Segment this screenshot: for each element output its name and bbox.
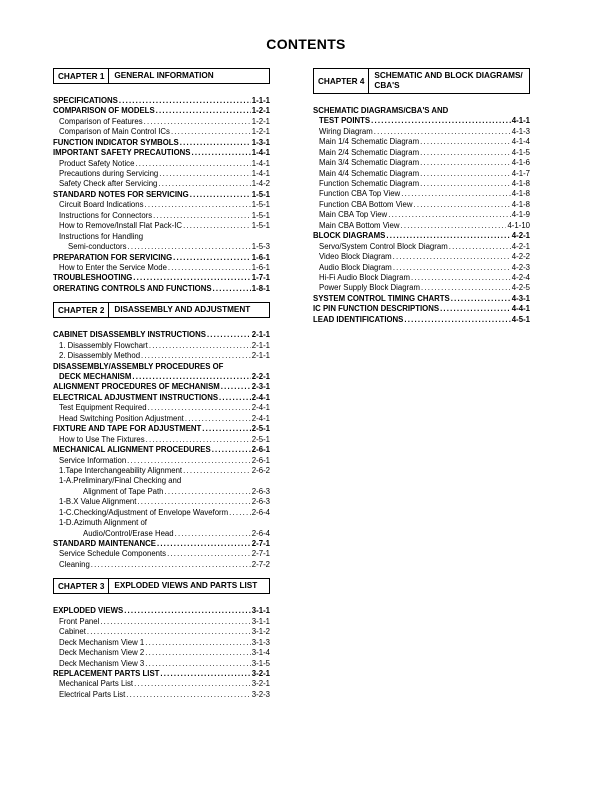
chapter-heading: GENERAL INFORMATION [114, 71, 214, 80]
dot-leader [173, 253, 251, 263]
toc-entry-label: Test Equipment Required [59, 403, 147, 413]
toc-entry-label: SYSTEM CONTROL TIMING CHARTS [313, 293, 450, 303]
dot-leader [100, 617, 250, 627]
dot-leader [175, 529, 251, 539]
toc-entry-label: Front Panel [59, 616, 100, 626]
toc-entry-label: REPLACEMENT PARTS LIST [53, 669, 160, 678]
dot-leader [191, 148, 250, 158]
toc-entry[interactable] [313, 190, 530, 200]
toc-entry-label: FUNCTION INDICATOR SYMBOLS [53, 137, 179, 147]
toc-entry[interactable] [53, 330, 270, 340]
toc-page-number: 2-1-1 [251, 340, 270, 350]
dot-leader [400, 221, 506, 231]
dot-leader [219, 393, 251, 403]
toc-entry[interactable] [53, 456, 270, 466]
toc-entry[interactable] [53, 690, 270, 700]
toc-entry[interactable] [53, 221, 270, 231]
toc-entry-label: DECK MECHANISM [59, 372, 132, 382]
toc-page-number: 1-5-1 [251, 189, 270, 199]
toc-entry-label: Service Schedule Components [59, 549, 167, 559]
toc-page-number: 4-2-1 [511, 241, 530, 251]
dot-leader [229, 508, 251, 518]
toc-page-number: 4-1-8 [511, 179, 530, 189]
toc-page-number: 2-2-1 [251, 372, 270, 382]
toc-entry-label: Audio/Control/Erase Head [83, 528, 174, 538]
toc-entry[interactable] [53, 180, 270, 190]
toc-page-number: 3-1-5 [251, 658, 270, 668]
toc-entry-label: Servo/System Control Block Diagram [319, 241, 448, 251]
toc-entry[interactable] [53, 138, 270, 148]
toc-page-number: 4-2-2 [511, 252, 530, 262]
toc-entry[interactable] [53, 550, 270, 560]
contents-right-column [313, 68, 530, 325]
toc-entry-label: LEAD IDENTIFICATIONS [313, 314, 404, 324]
dot-leader [185, 414, 251, 424]
dot-leader [386, 231, 510, 241]
toc-entry-label: Comparison of Main Control ICs [59, 127, 170, 137]
chapter-header-box [53, 68, 270, 84]
toc-entry[interactable] [53, 476, 270, 486]
toc-page-number: 3-2-1 [251, 679, 270, 689]
toc-entry[interactable] [53, 648, 270, 658]
toc-page-number: 4-1-1 [511, 116, 530, 126]
dot-leader [213, 284, 251, 294]
toc-entry[interactable] [53, 518, 270, 528]
dot-leader [183, 221, 251, 231]
toc-entry-label: COMPARISON OF MODELS [53, 106, 155, 116]
toc-page-number: 1-4-1 [251, 158, 270, 168]
dot-leader [183, 466, 251, 476]
toc-entry[interactable] [313, 179, 530, 189]
toc-entry[interactable] [53, 435, 270, 445]
dot-leader [160, 669, 250, 679]
toc-entry[interactable] [313, 210, 530, 220]
toc-entry-label: Mechanical Parts List [59, 679, 134, 689]
toc-entry[interactable] [53, 560, 270, 570]
toc-entry-label: How to Remove/Install Flat Pack-IC [59, 221, 183, 231]
toc-entry[interactable] [313, 283, 530, 293]
toc-entry[interactable] [313, 116, 530, 126]
toc-entry[interactable] [313, 252, 530, 262]
toc-entry[interactable] [313, 200, 530, 210]
dot-leader [420, 158, 511, 168]
toc-entry-label: BLOCK DIAGRAMS [313, 231, 386, 241]
toc-page-number: 2-6-3 [251, 486, 270, 496]
toc-page-number: 4-5-1 [511, 314, 530, 324]
chapter-header-box [53, 302, 270, 318]
toc-entry[interactable] [313, 158, 530, 168]
dot-leader [132, 372, 250, 382]
toc-entry[interactable] [313, 263, 530, 273]
toc-page-number: 4-1-8 [511, 189, 530, 199]
dot-leader [145, 200, 251, 210]
dot-leader [413, 200, 510, 210]
toc-page-number: 3-2-3 [251, 689, 270, 699]
toc-entry[interactable] [53, 529, 270, 539]
toc-page-number: 1-5-3 [251, 242, 270, 252]
toc-entry[interactable] [53, 669, 270, 679]
dot-leader [144, 117, 251, 127]
dot-leader [202, 424, 251, 434]
toc-entry-label: CABINET DISASSEMBLY INSTRUCTIONS [53, 330, 206, 340]
dot-leader [157, 539, 251, 549]
toc-page-number: 4-2-3 [511, 262, 530, 272]
toc-page-number: 2-6-1 [251, 455, 270, 465]
toc-page-number: 1-6-1 [251, 252, 270, 262]
dot-leader [159, 169, 251, 179]
toc-page-number: 1-4-1 [251, 169, 270, 179]
toc-entry-label: Semi-conductors [68, 242, 127, 252]
toc-entry[interactable] [53, 679, 270, 689]
dot-leader [141, 351, 251, 361]
toc-entry[interactable] [53, 383, 270, 393]
toc-page-number: 2-6-4 [251, 528, 270, 538]
dot-leader [180, 138, 251, 148]
toc-entry[interactable] [53, 351, 270, 361]
toc-entry[interactable] [313, 242, 530, 252]
dot-leader [371, 116, 511, 126]
toc-entry-label: 1-B.X Value Alignment [59, 497, 137, 507]
dot-leader [135, 159, 250, 169]
toc-page-number: 2-7-2 [251, 559, 270, 569]
toc-entry-label: 1-A.Preliminary/Final Checking and [59, 476, 182, 486]
dot-leader [168, 263, 251, 273]
toc-entry-label: Alignment of Tape Path [83, 486, 164, 496]
toc-page-number: 1-1-1 [251, 96, 270, 105]
chapter-header-box [313, 68, 530, 94]
toc-entry-label: Cabinet [59, 627, 86, 637]
toc-page-number: 2-6-4 [251, 507, 270, 517]
chapter-section [53, 68, 270, 294]
toc-entry-label: IMPORTANT SAFETY PRECAUTIONS [53, 148, 191, 158]
toc-entry-label: MECHANICAL ALIGNMENT PROCEDURES [53, 445, 211, 455]
toc-page-number: 4-1-7 [511, 168, 530, 178]
toc-entry[interactable] [53, 341, 270, 351]
toc-entry[interactable] [53, 393, 270, 403]
toc-entry-label: How to Enter the Service Mode [59, 263, 167, 272]
toc-page-number: 3-1-3 [251, 637, 270, 647]
toc-entry-label: Main 1/4 Schematic Diagram [319, 137, 420, 147]
chapter-number: CHAPTER 4 [314, 69, 369, 93]
toc-page-number: 3-1-4 [251, 648, 270, 658]
toc-entry[interactable] [313, 127, 530, 137]
chapter-number: CHAPTER 2 [54, 303, 109, 317]
toc-page-number: 2-7-1 [251, 549, 270, 559]
dot-leader [420, 148, 511, 158]
chapter-number: CHAPTER 3 [54, 579, 109, 593]
dot-leader [401, 190, 511, 200]
dot-leader [404, 315, 510, 325]
dot-leader [119, 96, 251, 106]
toc-page-number: 2-3-1 [251, 382, 270, 392]
toc-entry-label: TROUBLESHOOTING [53, 273, 133, 283]
toc-page-number: 1-2-1 [251, 127, 270, 137]
toc-entry[interactable] [53, 253, 270, 263]
toc-entry[interactable] [53, 211, 270, 221]
toc-entry-label: Service Information [59, 455, 127, 465]
chapter-section [53, 302, 270, 570]
dot-leader [145, 648, 251, 658]
toc-entry-label: SPECIFICATIONS [53, 96, 118, 105]
toc-entry-label: Precautions during Servicing [59, 169, 159, 179]
toc-entry[interactable] [313, 221, 530, 231]
toc-entry[interactable] [53, 117, 270, 127]
dot-leader [124, 606, 251, 616]
dot-leader [393, 263, 511, 273]
toc-entry-label: 1. Disassembly Flowchart [59, 340, 148, 350]
toc-entry[interactable] [53, 284, 270, 294]
toc-entry[interactable] [53, 106, 270, 116]
dot-leader [127, 456, 251, 466]
toc-page-number: 2-6-3 [251, 497, 270, 507]
toc-entry[interactable] [53, 487, 270, 497]
toc-entry[interactable] [53, 466, 270, 476]
toc-page-number: 1-3-1 [251, 137, 270, 147]
toc-entry-label: How to Use The Fixtures [59, 434, 145, 444]
dot-leader [190, 190, 251, 200]
toc-entry[interactable] [313, 294, 530, 304]
toc-page-number: 4-2-1 [511, 231, 530, 241]
toc-entry-label: Main 3/4 Schematic Diagram [319, 158, 420, 168]
toc-entry[interactable] [53, 403, 270, 413]
page-title: CONTENTS [266, 36, 346, 52]
toc-entry-label: Head Switching Position Adjustment [59, 413, 184, 423]
dot-leader [164, 487, 250, 497]
toc-entry-label: 1-C.Checking/Adjustment of Envelope Waveform [59, 507, 229, 517]
dot-leader [449, 242, 511, 252]
toc-entry-label: Function CBA Top View [319, 189, 401, 199]
toc-entry-label: 2. Disassembly Method [59, 351, 141, 361]
toc-entry-label: Wiring Diagram [319, 126, 373, 136]
toc-entry-label: Deck Mechanism View 3 [59, 658, 145, 668]
toc-page-number: 2-4-1 [251, 413, 270, 423]
toc-page-number: 4-1-3 [511, 126, 530, 136]
dot-leader [420, 169, 511, 179]
dot-leader [126, 690, 251, 700]
toc-entry-label: EXPLODED VIEWS [53, 606, 124, 616]
toc-page-number: 3-2-1 [251, 669, 270, 678]
toc-entry-label: Product Safety Notice [59, 158, 135, 168]
dot-leader [393, 252, 511, 262]
toc-page-number: 4-1-5 [511, 147, 530, 157]
toc-page-number: 4-1-6 [511, 158, 530, 168]
toc-page-number: 2-4-1 [251, 403, 270, 413]
dot-leader [221, 383, 251, 393]
dot-leader [212, 445, 251, 455]
toc-entry[interactable] [53, 127, 270, 137]
toc-entry-label: Electrical Parts List [59, 689, 126, 699]
toc-entry-label: PREPARATION FOR SERVICING [53, 252, 173, 262]
dot-leader [388, 210, 511, 220]
toc-entry[interactable] [53, 497, 270, 507]
toc-entry[interactable] [53, 445, 270, 455]
toc-page-number: 4-1-10 [507, 220, 530, 230]
toc-page-number: 1-2-1 [251, 116, 270, 126]
toc-entry[interactable] [53, 424, 270, 434]
dot-leader [134, 679, 251, 689]
toc-entry[interactable] [53, 362, 270, 372]
toc-entry[interactable] [53, 638, 270, 648]
toc-entry-label: DISASSEMBLY/ASSEMBLY PROCEDURES OF [53, 361, 224, 371]
toc-entry-label: Comparison of Features [59, 116, 143, 126]
toc-entry[interactable] [53, 159, 270, 169]
toc-entry[interactable] [53, 617, 270, 627]
dot-leader [451, 294, 511, 304]
dot-leader [207, 330, 251, 340]
toc-page-number: 1-5-1 [251, 210, 270, 220]
toc-entry-label: Function CBA Bottom View [319, 199, 413, 209]
toc-entry-label: 1-D.Azimuth Alignment of [59, 518, 147, 528]
toc-entry[interactable] [313, 106, 530, 116]
toc-entry-label: ALIGNMENT PROCEDURES OF MECHANISM [53, 382, 220, 392]
toc-page-number: 2-7-1 [251, 539, 270, 549]
toc-page-number: 3-1-2 [251, 627, 270, 637]
toc-entry[interactable] [313, 148, 530, 158]
chapter-section [53, 578, 270, 700]
toc-entry-label: Instructions for Connectors [59, 210, 153, 220]
dot-leader [149, 341, 251, 351]
dot-leader [146, 435, 251, 445]
toc-page-number: 2-5-1 [251, 424, 270, 434]
toc-page-number: 2-1-1 [251, 330, 270, 340]
toc-page-number: 1-7-1 [251, 273, 270, 283]
toc-entry-label: Cleaning [59, 559, 90, 569]
toc-page-number: 1-4-1 [251, 148, 270, 158]
dot-leader [158, 180, 250, 190]
toc-page-number: 2-6-2 [251, 466, 270, 475]
toc-entry[interactable] [313, 304, 530, 314]
toc-page-number: 4-2-4 [511, 273, 530, 282]
toc-entry-label: Audio Block Diagram [319, 262, 392, 272]
toc-entry-label: 1.Tape Interchangeability Alignment [59, 466, 183, 475]
toc-page-number: 1-2-1 [251, 106, 270, 116]
dot-leader [171, 127, 251, 137]
toc-entry[interactable] [53, 263, 270, 273]
toc-entry-label: STANDARD MAINTENANCE [53, 539, 156, 549]
toc-entry-label: Main 2/4 Schematic Diagram [319, 147, 420, 157]
toc-entry-label: ELECTRICAL ADJUSTMENT INSTRUCTIONS [53, 392, 219, 402]
toc-entry[interactable] [53, 232, 270, 242]
dot-leader [156, 106, 251, 116]
dot-leader [133, 273, 251, 283]
chapter-heading: EXPLODED VIEWS AND PARTS LIST [114, 581, 258, 591]
toc-entry-label: Safety Check after Servicing [59, 179, 158, 189]
toc-entry-label: FIXTURE AND TAPE FOR ADJUSTMENT [53, 424, 202, 434]
chapter-header-box [53, 578, 270, 594]
dot-leader [420, 137, 511, 147]
toc-entry[interactable] [53, 414, 270, 424]
toc-entry-label: SCHEMATIC DIAGRAMS/CBA'S AND [313, 106, 449, 115]
toc-entry[interactable] [313, 315, 530, 325]
toc-entry[interactable] [313, 231, 530, 241]
chapter-heading: SCHEMATIC AND BLOCK DIAGRAMS/ CBA'S [374, 71, 523, 90]
toc-page-number: 4-4-1 [511, 304, 530, 314]
toc-entry-label: TEST POINTS [319, 116, 371, 126]
toc-entry-label: Instructions for Handling [59, 231, 144, 241]
toc-entry[interactable] [53, 148, 270, 158]
toc-page-number: 1-5-1 [251, 200, 270, 210]
dot-leader [137, 497, 250, 507]
toc-entry-label: Circuit Board Indications [59, 200, 144, 210]
toc-entry-label: Main CBA Top View [319, 210, 388, 220]
toc-entry-label: Main 4/4 Schematic Diagram [319, 168, 420, 178]
toc-page-number: 4-3-1 [511, 293, 530, 303]
toc-entry[interactable] [53, 273, 270, 283]
toc-entry[interactable] [53, 606, 270, 616]
toc-entry-label: ORERATING CONTROLS AND FUNCTIONS [53, 283, 212, 293]
toc-entry-label: Hi-Fi Audio Block Diagram [319, 273, 410, 282]
toc-entry-label: Power Supply Block Diagram [319, 283, 420, 293]
toc-page-number: 2-4-1 [251, 392, 270, 402]
toc-entry-label: Deck Mechanism View 1 [59, 637, 145, 647]
toc-entry-label: Function Schematic Diagram [319, 179, 420, 189]
chapter-number: CHAPTER 1 [54, 69, 109, 83]
toc-page-number: 4-1-4 [511, 137, 530, 147]
toc-page-number: 1-6-1 [251, 263, 270, 272]
dot-leader [153, 211, 251, 221]
toc-page-number: 3-1-1 [251, 606, 270, 616]
toc-entry[interactable] [53, 627, 270, 637]
toc-page-number: 4-1-9 [511, 210, 530, 220]
toc-entry-label: STANDARD NOTES FOR SERVICING [53, 189, 189, 199]
chapter-section [313, 68, 530, 325]
dot-leader [148, 403, 251, 413]
dot-leader [420, 179, 511, 189]
toc-entry[interactable] [53, 96, 270, 106]
toc-page-number: 4-1-8 [511, 199, 530, 209]
toc-entry[interactable] [53, 200, 270, 210]
toc-entry-label: Video Block Diagram [319, 252, 392, 262]
toc-entry[interactable] [53, 539, 270, 549]
dot-leader [421, 283, 511, 293]
toc-page-number: 1-8-1 [251, 283, 270, 293]
dot-leader [91, 560, 251, 570]
toc-entry[interactable] [313, 169, 530, 179]
dot-leader [167, 550, 251, 560]
toc-entry[interactable] [53, 372, 270, 382]
toc-page-number: 1-4-2 [251, 179, 270, 189]
toc-entry[interactable] [313, 273, 530, 283]
contents-left-column [53, 68, 270, 700]
toc-entry-label: Deck Mechanism View 2 [59, 648, 145, 658]
dot-leader [145, 659, 251, 669]
toc-page-number: 3-1-1 [251, 616, 270, 626]
dot-leader [411, 273, 511, 283]
toc-page-number: 4-2-5 [511, 283, 530, 293]
dot-leader [145, 638, 251, 648]
toc-entry[interactable] [53, 242, 270, 252]
toc-entry[interactable] [53, 190, 270, 200]
dot-leader [128, 242, 251, 252]
dot-leader [374, 127, 511, 137]
toc-entry-label: Main CBA Bottom View [319, 220, 400, 230]
dot-leader [440, 304, 511, 314]
toc-entry[interactable] [313, 137, 530, 147]
toc-entry[interactable] [53, 508, 270, 518]
toc-page-number: 2-1-1 [251, 351, 270, 361]
toc-entry[interactable] [53, 169, 270, 179]
toc-entry[interactable] [53, 659, 270, 669]
chapter-heading: DISASSEMBLY AND ADJUSTMENT [114, 305, 251, 315]
toc-page-number: 1-5-1 [251, 221, 270, 231]
toc-entry-label: IC PIN FUNCTION DESCRIPTIONS [313, 304, 440, 314]
toc-page-number: 2-6-1 [251, 445, 270, 455]
dot-leader [87, 627, 251, 637]
toc-page-number: 2-5-1 [251, 434, 270, 444]
